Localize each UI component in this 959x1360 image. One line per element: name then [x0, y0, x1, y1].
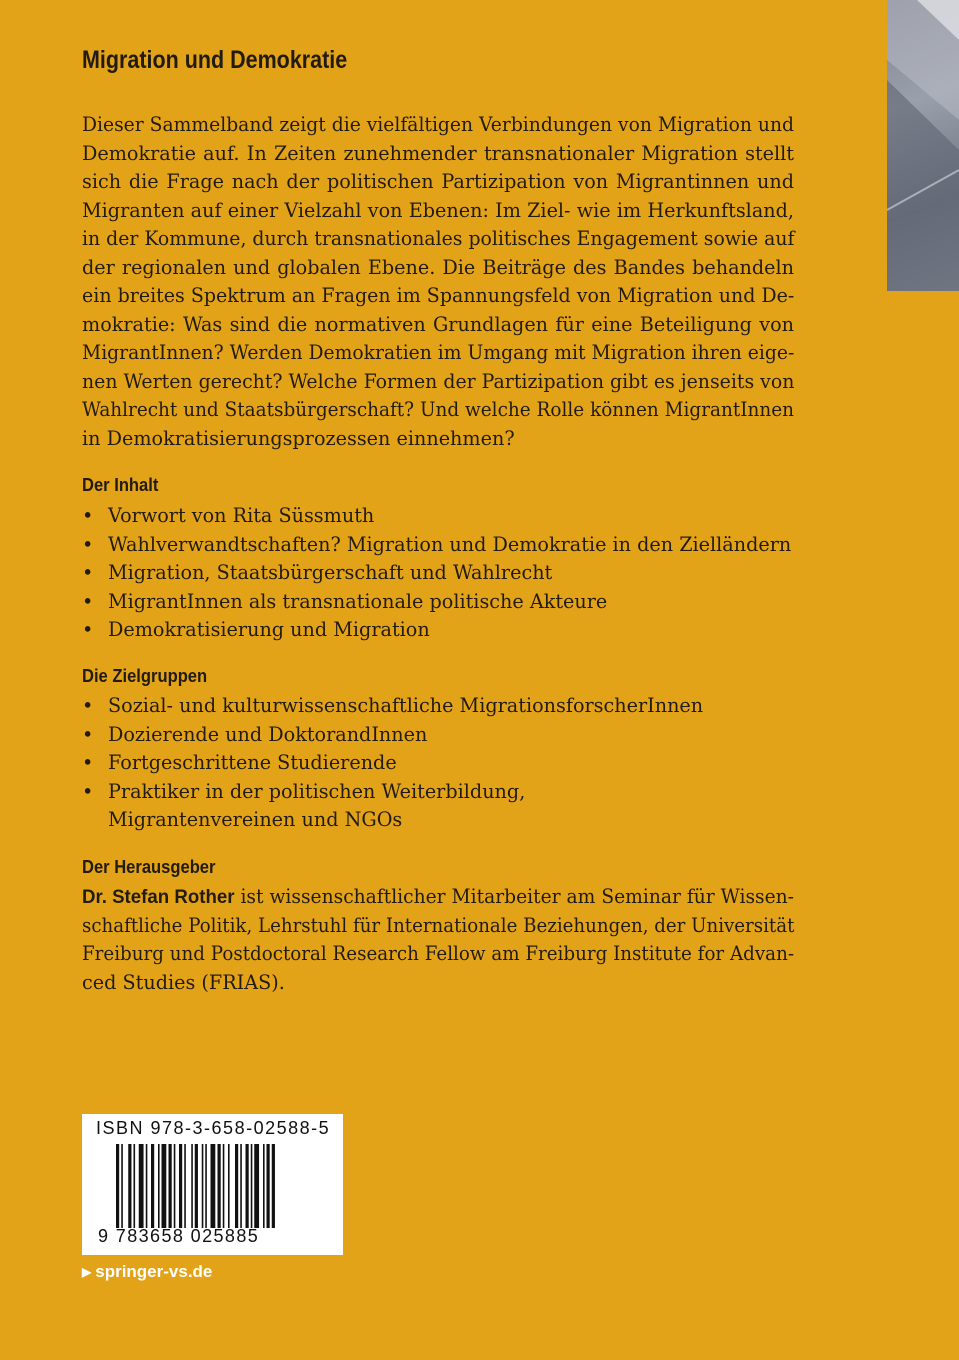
list-item — [82, 616, 802, 645]
intro-line: in der Kommune, durch transnationales politisches Engagement sowie auf — [82, 227, 795, 250]
section-heading-zielgruppen: Die Zielgruppen — [82, 666, 208, 686]
isbn-barcode — [82, 1114, 343, 1255]
list-item-continuation — [82, 806, 802, 835]
list-item-text: Sozial- und kulturwissenschaftliche MigrationsforscherInnen — [108, 694, 704, 717]
ean-digits: 9 783658 025885 — [98, 1226, 260, 1246]
list-item — [82, 778, 802, 807]
publisher-link[interactable] — [82, 1262, 212, 1282]
intro-line: Demokratie auf. In Zeiten zunehmender transnationaler Migration stellt — [82, 141, 794, 165]
list-item — [82, 749, 802, 778]
bullet-icon: • — [82, 618, 94, 641]
editor-bio-start: ist wissenschaftlicher Mitarbeiter am Seminar für Wissen- — [234, 885, 794, 908]
section-heading-inhalt: Der Inhalt — [82, 475, 159, 495]
list-item-text: Praktiker in der politischen Weiterbildung, — [108, 779, 526, 803]
intro-line: sich die Frage nach der politischen Partizipation von Migrantinnen und — [82, 170, 794, 193]
bullet-icon: • — [82, 532, 94, 556]
list-item-text: Migrantenvereinen und NGOs — [108, 808, 403, 831]
isbn-label: ISBN 978-3-658-02588-5 — [96, 1118, 331, 1138]
list-item-text: Migration, Staatsbürgerschaft und Wahlrecht — [108, 561, 553, 584]
list-item-text: Dozierende und DoktorandInnen — [108, 722, 428, 746]
editor-name: Dr. Stefan Rother — [82, 887, 235, 908]
editor-bio-line: Freiburg und Postdoctoral Research Fellow am Freiburg Institute for Advan- — [82, 942, 794, 965]
intro-line: Dieser Sammelband zeigt die vielfältigen Verbindungen von Migration und — [82, 113, 794, 136]
bullet-icon: • — [82, 589, 94, 613]
intro-line: ein breites Spektrum an Fragen im Spannungsfeld von Migration und De- — [82, 284, 795, 307]
intro-line: in Demokratisierungsprozessen einnehmen? — [82, 426, 515, 450]
publisher-url: springer-vs.de — [95, 1262, 213, 1281]
cover-corner-artwork — [887, 0, 959, 291]
intro-line: der regionalen und globalen Ebene. Die Beiträge des Bandes behandeln — [82, 255, 794, 279]
list-item — [82, 559, 802, 588]
list-item — [82, 692, 802, 721]
list-item — [82, 502, 802, 531]
book-title: Migration und Demokratie — [82, 46, 348, 74]
intro-line: MigrantInnen? Werden Demokratien im Umgang mit Migration ihren eige- — [82, 341, 795, 364]
editor-bio-line: ced Studies (FRIAS). — [82, 970, 285, 994]
editor-bio-line — [82, 883, 794, 913]
intro-line: Migranten auf einer Vielzahl von Ebenen: Im Ziel- wie im Herkunftsland, — [82, 198, 794, 222]
bullet-icon: • — [82, 694, 94, 717]
list-item-text: MigrantInnen als transnationale politische Akteure — [108, 589, 608, 613]
bullet-icon: • — [82, 561, 94, 584]
intro-line: nen Werten gerecht? Welche Formen der Partizipation gibt es jenseits von — [82, 369, 795, 393]
list-item-text: Wahlverwandtschaften? Migration und Demokratie in den Zielländern — [108, 532, 792, 556]
editor-bio-line: schaftliche Politik, Lehrstuhl für Internationale Beziehungen, der Universität — [82, 913, 795, 937]
section-heading-herausgeber: Der Herausgeber — [82, 857, 216, 877]
list-item — [82, 531, 802, 560]
intro-line: mokratie: Was sind die normativen Grundlagen für eine Beteiligung von — [82, 312, 794, 336]
bullet-icon: • — [82, 722, 94, 746]
bullet-icon: • — [82, 779, 94, 803]
intro-line: Wahlrecht und Staatsbürgerschaft? Und welche Rolle können MigrantInnen — [82, 398, 794, 421]
bullet-icon: • — [82, 751, 94, 774]
bullet-icon: • — [82, 504, 94, 527]
list-item-text: Vorwort von Rita Süssmuth — [108, 504, 375, 527]
arrow-icon: ▶ — [82, 1265, 92, 1279]
list-item-text: Fortgeschrittene Studierende — [108, 751, 397, 774]
barcode-bars — [116, 1144, 322, 1228]
list-item — [82, 588, 802, 617]
list-item — [82, 721, 802, 750]
list-item-text: Demokratisierung und Migration — [108, 618, 430, 641]
